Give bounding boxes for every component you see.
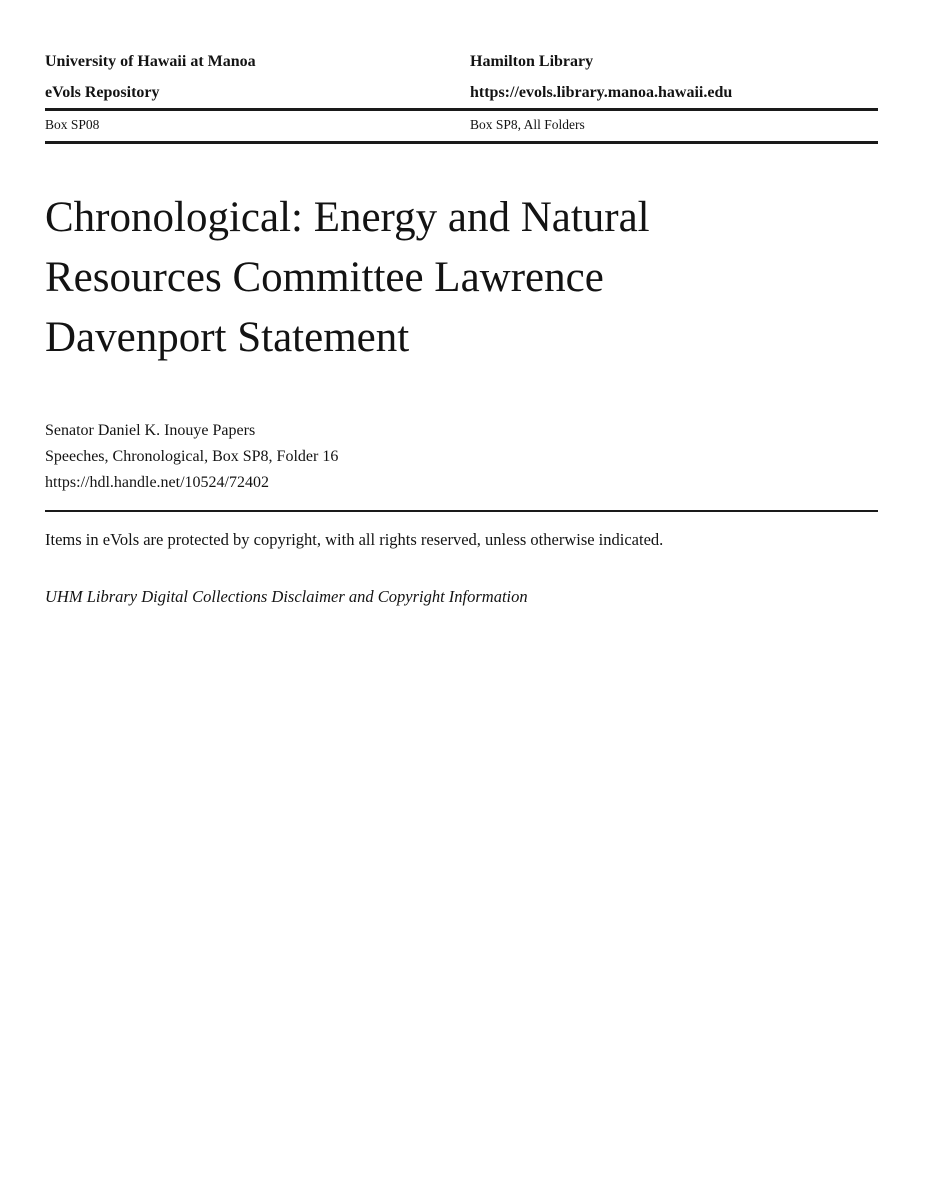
box-label-left: Box SP08 — [45, 117, 100, 132]
header-left-column — [45, 46, 470, 108]
handle-url-link[interactable]: https://hdl.handle.net/10524/72402 — [45, 474, 269, 491]
header-right-column — [470, 46, 878, 108]
copyright-notice: Items in eVols are protected by copyright, with all rights reserved, unless otherwise indicated. — [45, 530, 664, 549]
organization-name: University of Hawaii at Manoa — [45, 53, 256, 70]
repository-url-link[interactable]: https://evols.library.manoa.hawaii.edu — [470, 84, 733, 101]
header — [45, 0, 878, 144]
repository-name: eVols Repository — [45, 84, 160, 101]
header-columns — [45, 46, 878, 108]
page-title — [45, 188, 785, 368]
collection-location: Speeches, Chronological, Box SP8, Folder 16 — [45, 448, 339, 465]
box-info-row — [45, 111, 878, 141]
library-name: Hamilton Library — [470, 53, 594, 70]
box-label-right: Box SP8, All Folders — [470, 117, 585, 132]
page-title-line-3: Davenport Statement — [45, 314, 410, 361]
metadata-block — [45, 418, 878, 496]
divider-rule — [45, 510, 878, 512]
collection-name: Senator Daniel K. Inouye Papers — [45, 422, 256, 439]
disclaimer-link[interactable]: UHM Library Digital Collections Disclaimer and Copyright Information — [45, 587, 528, 606]
header-rule-bottom — [45, 141, 878, 144]
page-title-line-1: Chronological: Energy and Natural — [45, 194, 650, 241]
page-title-line-2: Resources Committee Lawrence — [45, 254, 604, 301]
